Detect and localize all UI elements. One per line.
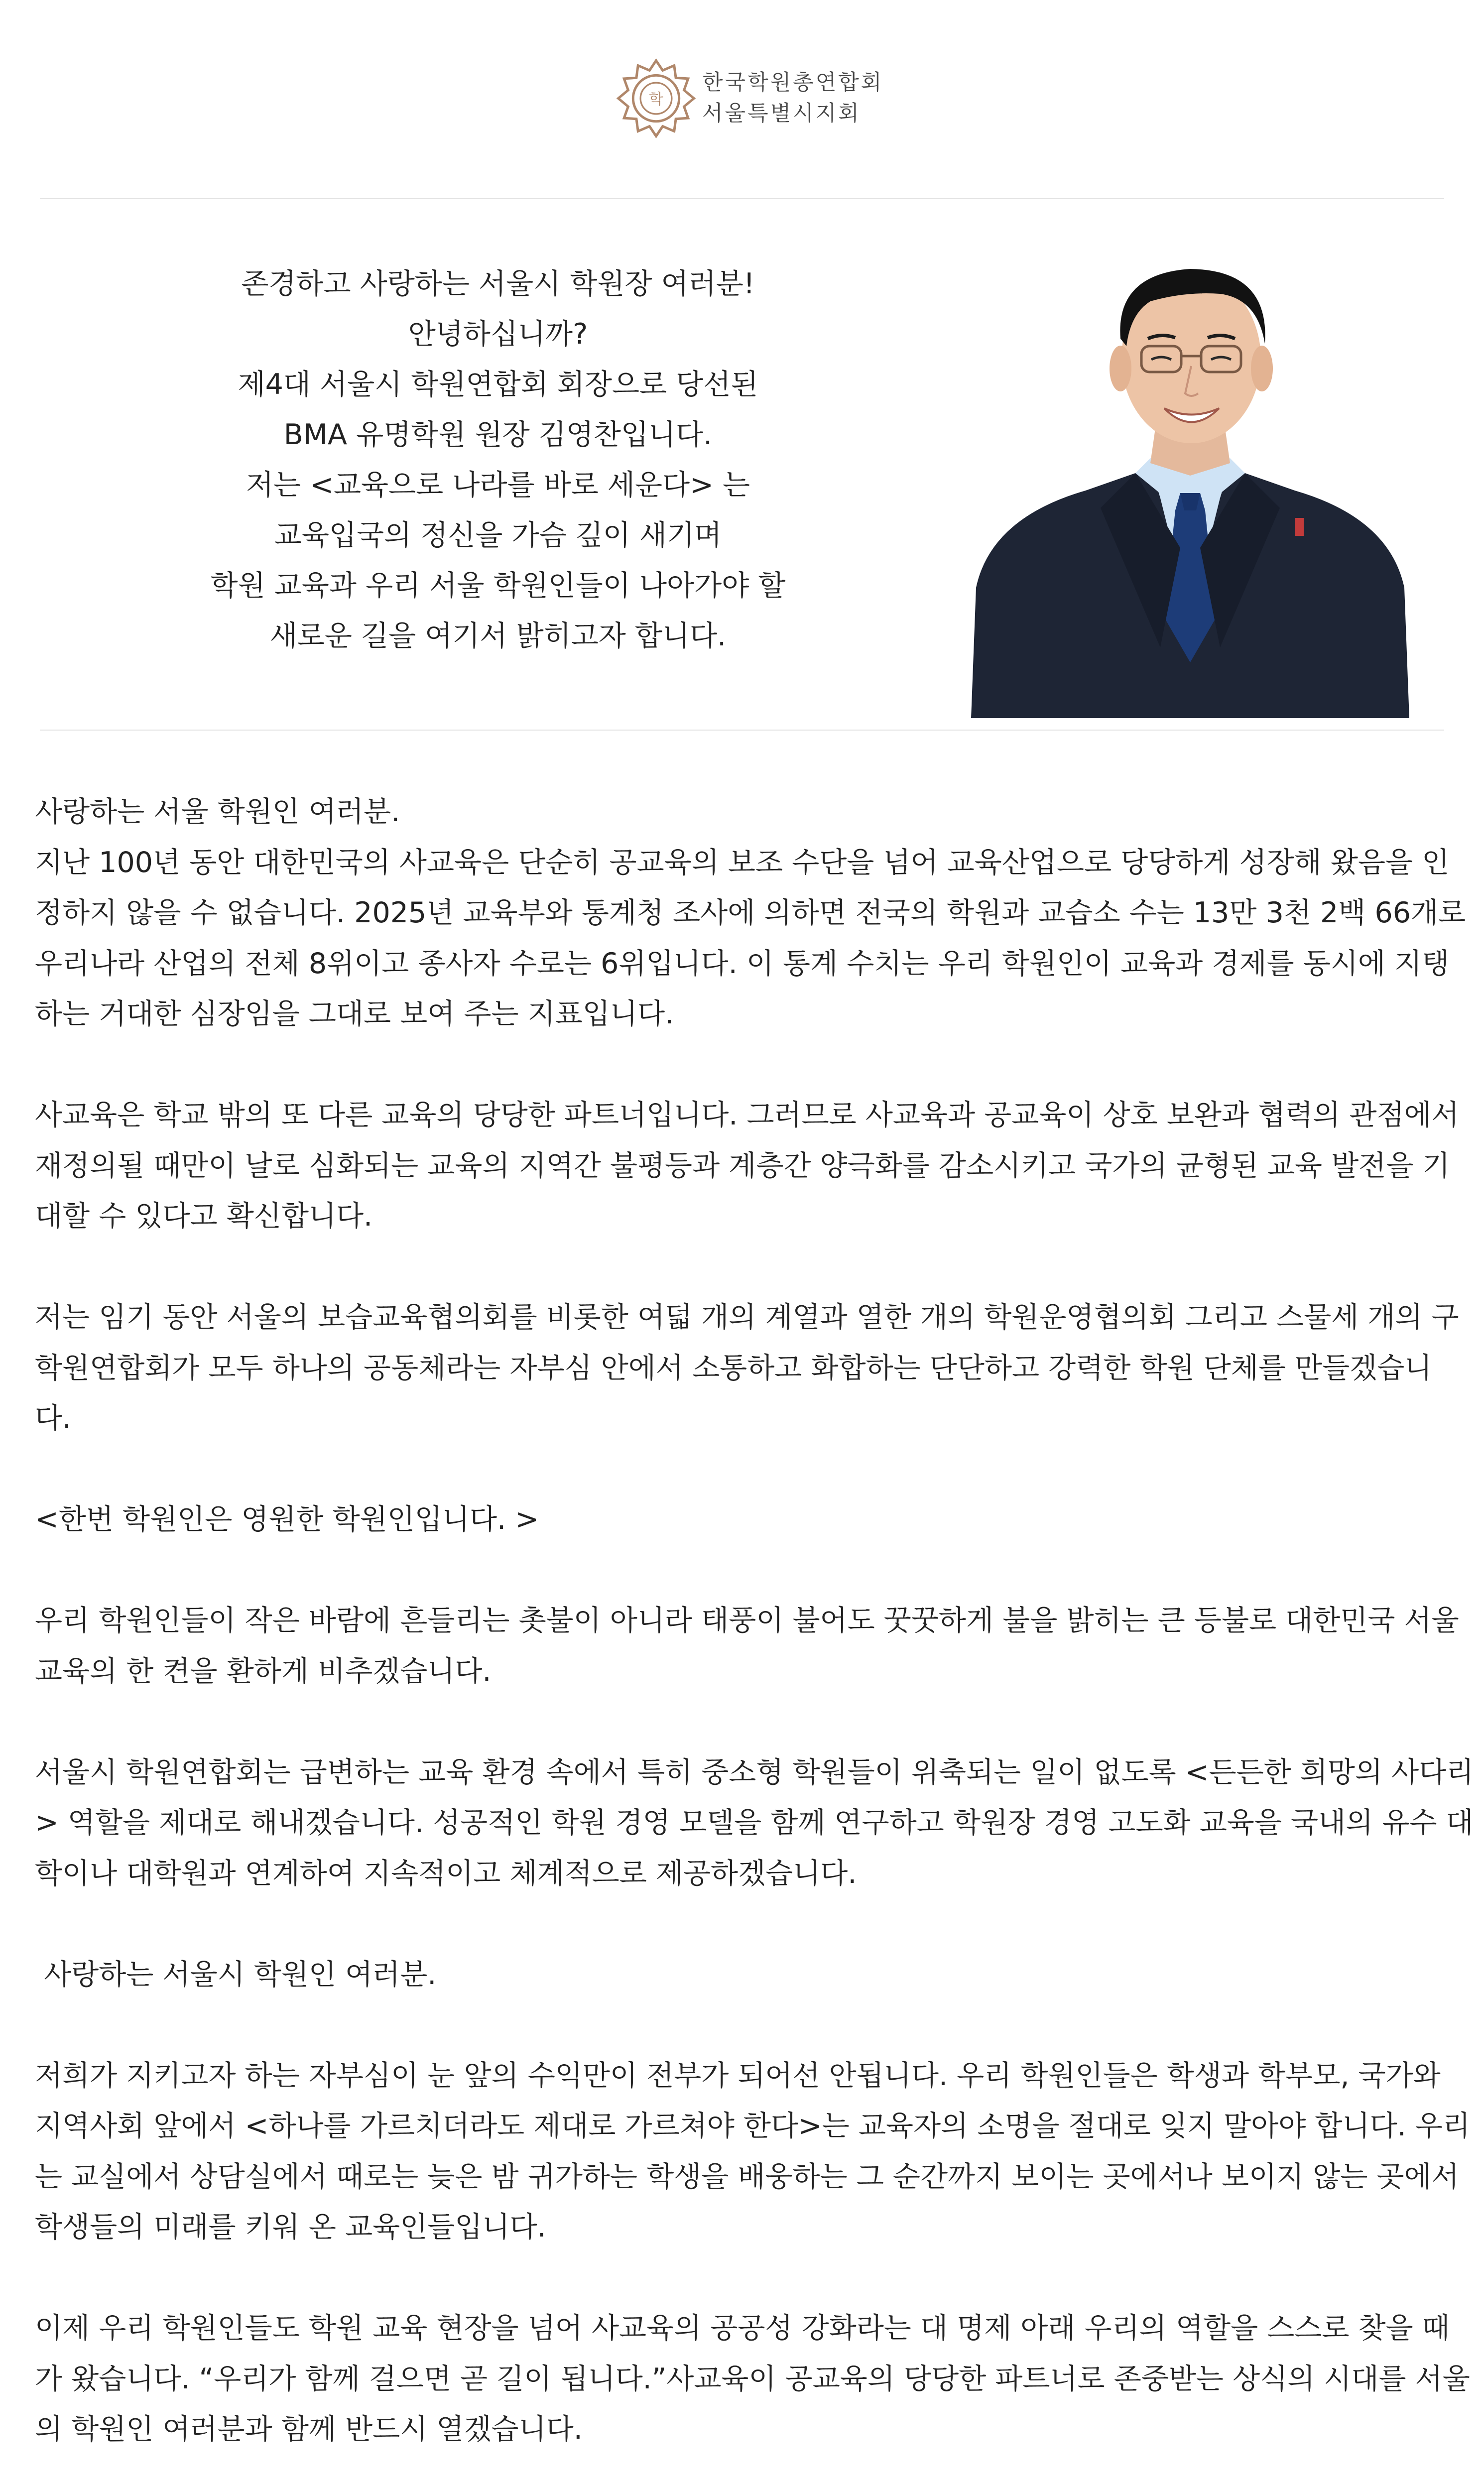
org-name-line2: 서울특별시지회	[702, 101, 861, 126]
body-line: <한번 학원인은 영원한 학원인입니다. >	[35, 1503, 539, 1536]
body-line	[35, 1697, 1454, 1747]
greeting-line: 안녕하십니까?	[408, 318, 588, 351]
organization-name	[702, 67, 883, 129]
body-line: 지역사회 앞에서 <하나를 가르치더라도 제대로 가르쳐야 한다>는 교육자의 소명을 절대로 잊지 말아야 합니다. 우리	[35, 2110, 1471, 2142]
org-name-line1: 한국학원총연합회	[702, 70, 884, 95]
body-line	[35, 1545, 1454, 1596]
greeting-line: 저는 <교육으로 나라를 바로 세운다> 는	[246, 469, 750, 501]
body-line	[35, 2455, 1454, 2490]
header	[0, 57, 1484, 147]
association-seal-logo	[615, 57, 697, 139]
body-line: 의 학원인 여러분과 함께 반드시 열겠습니다.	[35, 2413, 583, 2446]
body-line: 다.	[35, 1402, 72, 1435]
body-line: 우리 학원인들이 작은 바람에 흔들리는 촛불이 아니라 태풍이 불어도 꿋꿋하게 불을 밝히는 큰 등불로 대한민국 서울	[35, 1604, 1459, 1637]
body-line: 저는 임기 동안 서울의 보습교육협의회를 비롯한 여덟 개의 계열과 열한 개의 학원운영협의회 그리고 스물세 개의 구	[35, 1301, 1459, 1334]
greeting-block	[149, 259, 847, 661]
body-line: 학생들의 미래를 키워 온 교육인들입니다.	[35, 2211, 546, 2243]
body-line: 정하지 않을 수 없습니다. 2025년 교육부와 통계청 조사에 의하면 전국의 학원과 교습소 수는 13만 3천 2백 66개로	[35, 896, 1466, 929]
body-line: 학이나 대학원과 연계하여 지속적이고 체계적으로 제공하겠습니다.	[35, 1857, 857, 1890]
body-line: 서울시 학원연합회는 급변하는 교육 환경 속에서 특히 중소형 학원들이 위축되는 일이 없도록 <든든한 희망의 사다리	[35, 1755, 1474, 1789]
body-line: 사랑하는 서울 학원인 여러분.	[35, 795, 400, 828]
greeting-line: 교육입국의 정신을 가슴 깊이 새기며	[274, 519, 722, 552]
body-line: > 역할을 제대로 해내겠습니다. 성공적인 학원 경영 모델을 함께 연구하고 학원장 경영 고도화 교육을 국내의 유수 대	[35, 1806, 1474, 1839]
body-line: 우리나라 산업의 전체 8위이고 종사자 수로는 6위입니다. 이 통계 수치는 우리 학원인이 교육과 경제를 동시에 지탱	[35, 947, 1450, 980]
body-line	[35, 1444, 1454, 1495]
body-line: 는 교실에서 상담실에서 때로는 늦은 밤 귀가하는 학생을 배웅하는 그 순간까지 보이는 곳에서나 보이지 않는 곳에서	[35, 2160, 1459, 2193]
svg-text:학: 학	[649, 91, 663, 109]
body-line: 재정의될 때만이 날로 심화되는 교육의 지역간 불평등과 계층간 양극화를 감소시키고 국가의 균형된 교육 발전을 기	[35, 1149, 1450, 1182]
greeting-line: 학원 교육과 우리 서울 학원인들이 나아가야 할	[210, 569, 786, 602]
greeting-line: 제4대 서울시 학원연합회 회장으로 당선된	[238, 368, 758, 401]
body-line	[35, 1242, 1454, 1293]
body-line	[35, 1040, 1454, 1091]
greeting-line: 새로운 길을 여기서 밝히고자 합니다.	[269, 620, 727, 652]
greeting-line: BMA 유명학원 원장 김영찬입니다.	[283, 418, 713, 451]
section-divider	[40, 730, 1444, 731]
body-line: 가 왔습니다. “우리가 함께 걸으면 곧 길이 됩니다.”사교육이 공교육의 당당한 파트너로 존중받는 상식의 시대를 서울	[35, 2362, 1470, 2395]
body-line	[35, 2000, 1454, 2051]
body-line: 사랑하는 서울시 학원인 여러분.	[35, 1958, 437, 1991]
body-line: 대할 수 있다고 확신합니다.	[35, 1200, 373, 1233]
body-line: 지난 100년 동안 대한민국의 사교육은 단순히 공교육의 보조 수단을 넘어 교육산업으로 당당하게 성장해 왔음을 인	[35, 846, 1450, 879]
body-line: 사교육은 학교 밖의 또 다른 교육의 당당한 파트너입니다. 그러므로 사교육과 공교육이 상호 보완과 협력의 관점에서	[35, 1099, 1459, 1131]
body-line: 저희가 지키고자 하는 자부심이 눈 앞의 수익만이 전부가 되어선 안됩니다. 우리 학원인들은 학생과 학부모, 국가와	[35, 2059, 1441, 2092]
body-line	[35, 2253, 1454, 2304]
body-line	[35, 1899, 1454, 1950]
greeting-line: 존경하고 사랑하는 서울시 학원장 여러분!	[241, 267, 755, 300]
body-line: 하는 거대한 심장임을 그대로 보여 주는 지표입니다.	[35, 997, 674, 1030]
message-body	[35, 787, 1474, 2490]
body-line: 교육의 한 켠을 환하게 비추겠습니다.	[35, 1654, 492, 1688]
body-line: 이제 우리 학원인들도 학원 교육 현장을 넘어 사교육의 공공성 강화라는 대 명제 아래 우리의 역할을 스스로 찾을 때	[35, 2312, 1450, 2345]
body-line: 학원연합회가 모두 하나의 공동체라는 자부심 안에서 소통하고 화합하는 단단하고 강력한 학원 단체를 만들겠습니	[35, 1351, 1432, 1384]
president-portrait	[971, 239, 1409, 718]
top-divider	[40, 198, 1444, 199]
